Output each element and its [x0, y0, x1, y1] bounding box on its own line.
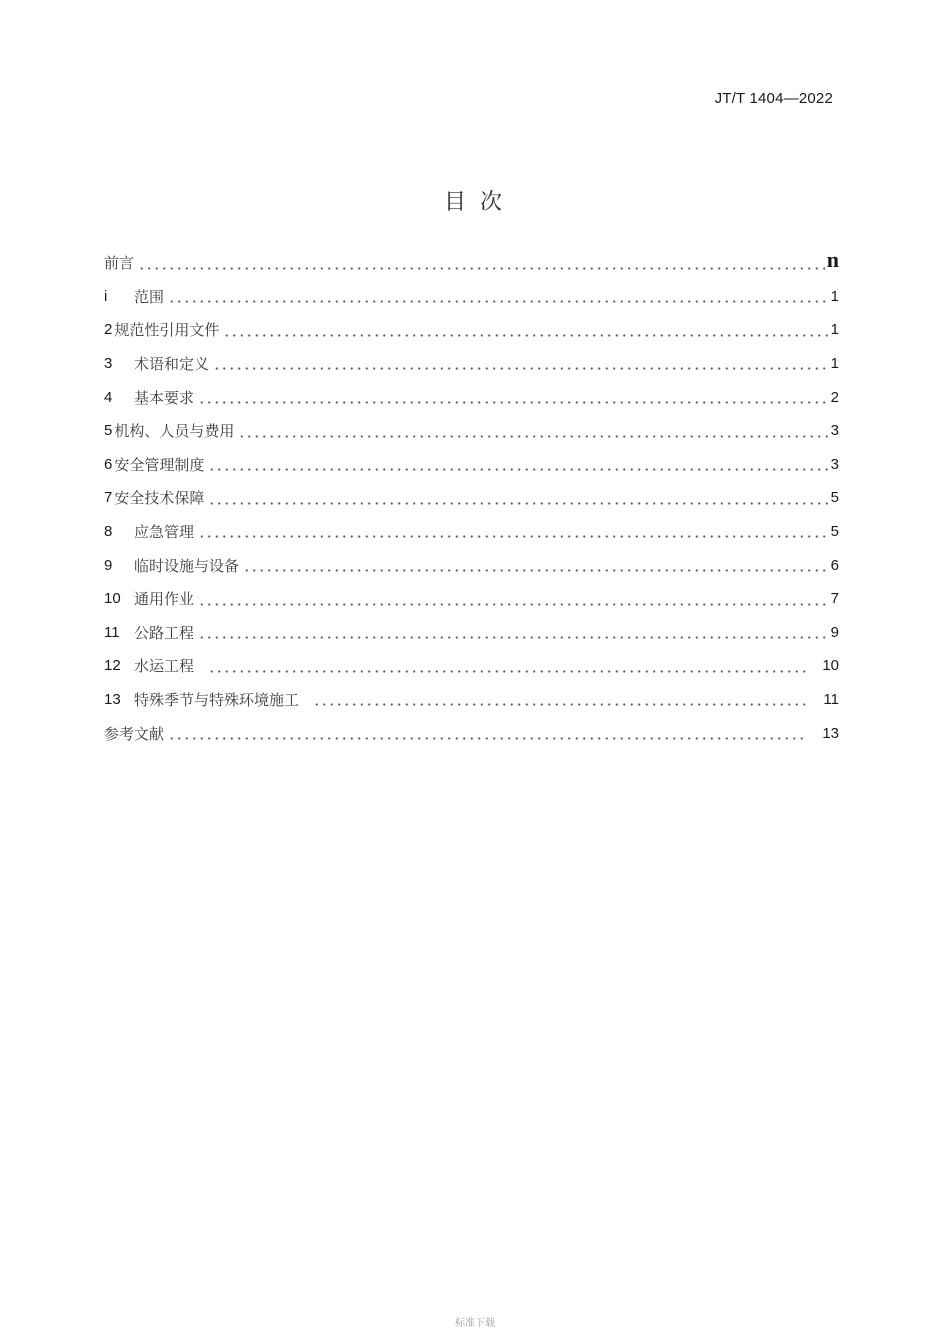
toc-entry-number: 4 [104, 388, 113, 406]
toc-entry-8[interactable] [104, 515, 839, 549]
toc-entry-page: n [826, 246, 839, 272]
page-title: 目次 [443, 189, 516, 215]
toc-entry-number: 5 [104, 422, 113, 440]
toc-entry-label: 前言 [104, 254, 135, 273]
toc-entry-page: 1 [830, 287, 839, 305]
toc-entry-number: 12 [104, 657, 121, 675]
dot-leader [198, 629, 829, 639]
toc-entry-3[interactable] [104, 347, 839, 381]
toc-entry-10[interactable] [104, 582, 839, 616]
toc-entry-label: 安全管理制度 [114, 455, 205, 474]
table-of-contents [104, 246, 839, 750]
toc-entry-label: 特殊季节与特殊环境施工 [134, 691, 300, 710]
toc-entry-page: 11 [823, 691, 839, 709]
toc-entry-label: 范围 [134, 287, 165, 306]
toc-entry-label: 公路工程 [134, 623, 195, 642]
document-code: JT/T 1404—2022 [714, 90, 833, 107]
toc-entry-12[interactable] [104, 649, 839, 683]
dot-leader [243, 562, 829, 572]
toc-entry-label: 机构、人员与费用 [114, 422, 235, 441]
dot-leader [198, 596, 829, 606]
toc-entry-1[interactable] [104, 280, 839, 314]
dot-leader [168, 730, 806, 740]
toc-entry-number: 7 [104, 489, 113, 507]
dot-leader [223, 327, 828, 337]
dot-leader [208, 461, 828, 471]
toc-entry-references[interactable] [104, 716, 839, 750]
toc-entry-number: 2 [104, 321, 113, 339]
dot-leader [198, 528, 829, 538]
toc-entry-number: 10 [104, 590, 121, 608]
toc-entry-page: 1 [830, 355, 839, 373]
toc-entry-label: 水运工程 [134, 657, 195, 676]
toc-entry-page: 6 [830, 556, 839, 574]
dot-leader [138, 260, 825, 270]
toc-entry-label: 通用作业 [134, 590, 195, 609]
toc-entry-page: 7 [830, 590, 839, 608]
dot-leader [198, 394, 829, 404]
toc-entry-page: 9 [830, 623, 839, 641]
toc-entry-page: 3 [830, 422, 839, 440]
toc-entry-number: i [104, 287, 108, 305]
dot-leader [168, 293, 829, 303]
toc-entry-number: 6 [104, 455, 113, 473]
toc-entry-5[interactable] [104, 414, 839, 448]
toc-entry-number: 13 [104, 691, 121, 709]
dot-leader [213, 360, 829, 370]
toc-entry-label: 应急管理 [134, 523, 195, 542]
toc-entry-number: 3 [104, 355, 113, 373]
toc-entry-page: 3 [830, 455, 839, 473]
dot-leader [208, 663, 806, 673]
footer-watermark: 标准下载 [455, 1318, 495, 1329]
toc-entry-2[interactable] [104, 313, 839, 347]
toc-entry-page: 1 [830, 321, 839, 339]
toc-entry-page: 13 [822, 724, 839, 742]
toc-entry-number: 9 [104, 556, 113, 574]
toc-entry-label: 术语和定义 [134, 355, 210, 374]
toc-entry-page: 2 [830, 388, 839, 406]
toc-entry-label: 参考文献 [104, 724, 165, 743]
toc-entry-13[interactable] [104, 683, 839, 717]
toc-entry-11[interactable] [104, 616, 839, 650]
dot-leader [238, 428, 828, 438]
toc-entry-number: 11 [104, 623, 120, 641]
toc-entry-label: 基本要求 [134, 388, 195, 407]
toc-entry-page: 5 [830, 523, 839, 541]
toc-entry-9[interactable] [104, 548, 839, 582]
toc-entry-number: 8 [104, 523, 113, 541]
toc-entry-7[interactable] [104, 481, 839, 515]
dot-leader [208, 495, 828, 505]
dot-leader [313, 696, 807, 706]
toc-entry-4[interactable] [104, 380, 839, 414]
toc-entry-page: 5 [830, 489, 839, 507]
toc-entry-label: 临时设施与设备 [134, 556, 240, 575]
toc-entry-label: 安全技术保障 [114, 489, 205, 508]
toc-entry-label: 规范性引用文件 [114, 321, 220, 340]
toc-entry-6[interactable] [104, 448, 839, 482]
toc-entry-foreword[interactable] [104, 246, 839, 280]
toc-entry-page: 10 [822, 657, 839, 675]
